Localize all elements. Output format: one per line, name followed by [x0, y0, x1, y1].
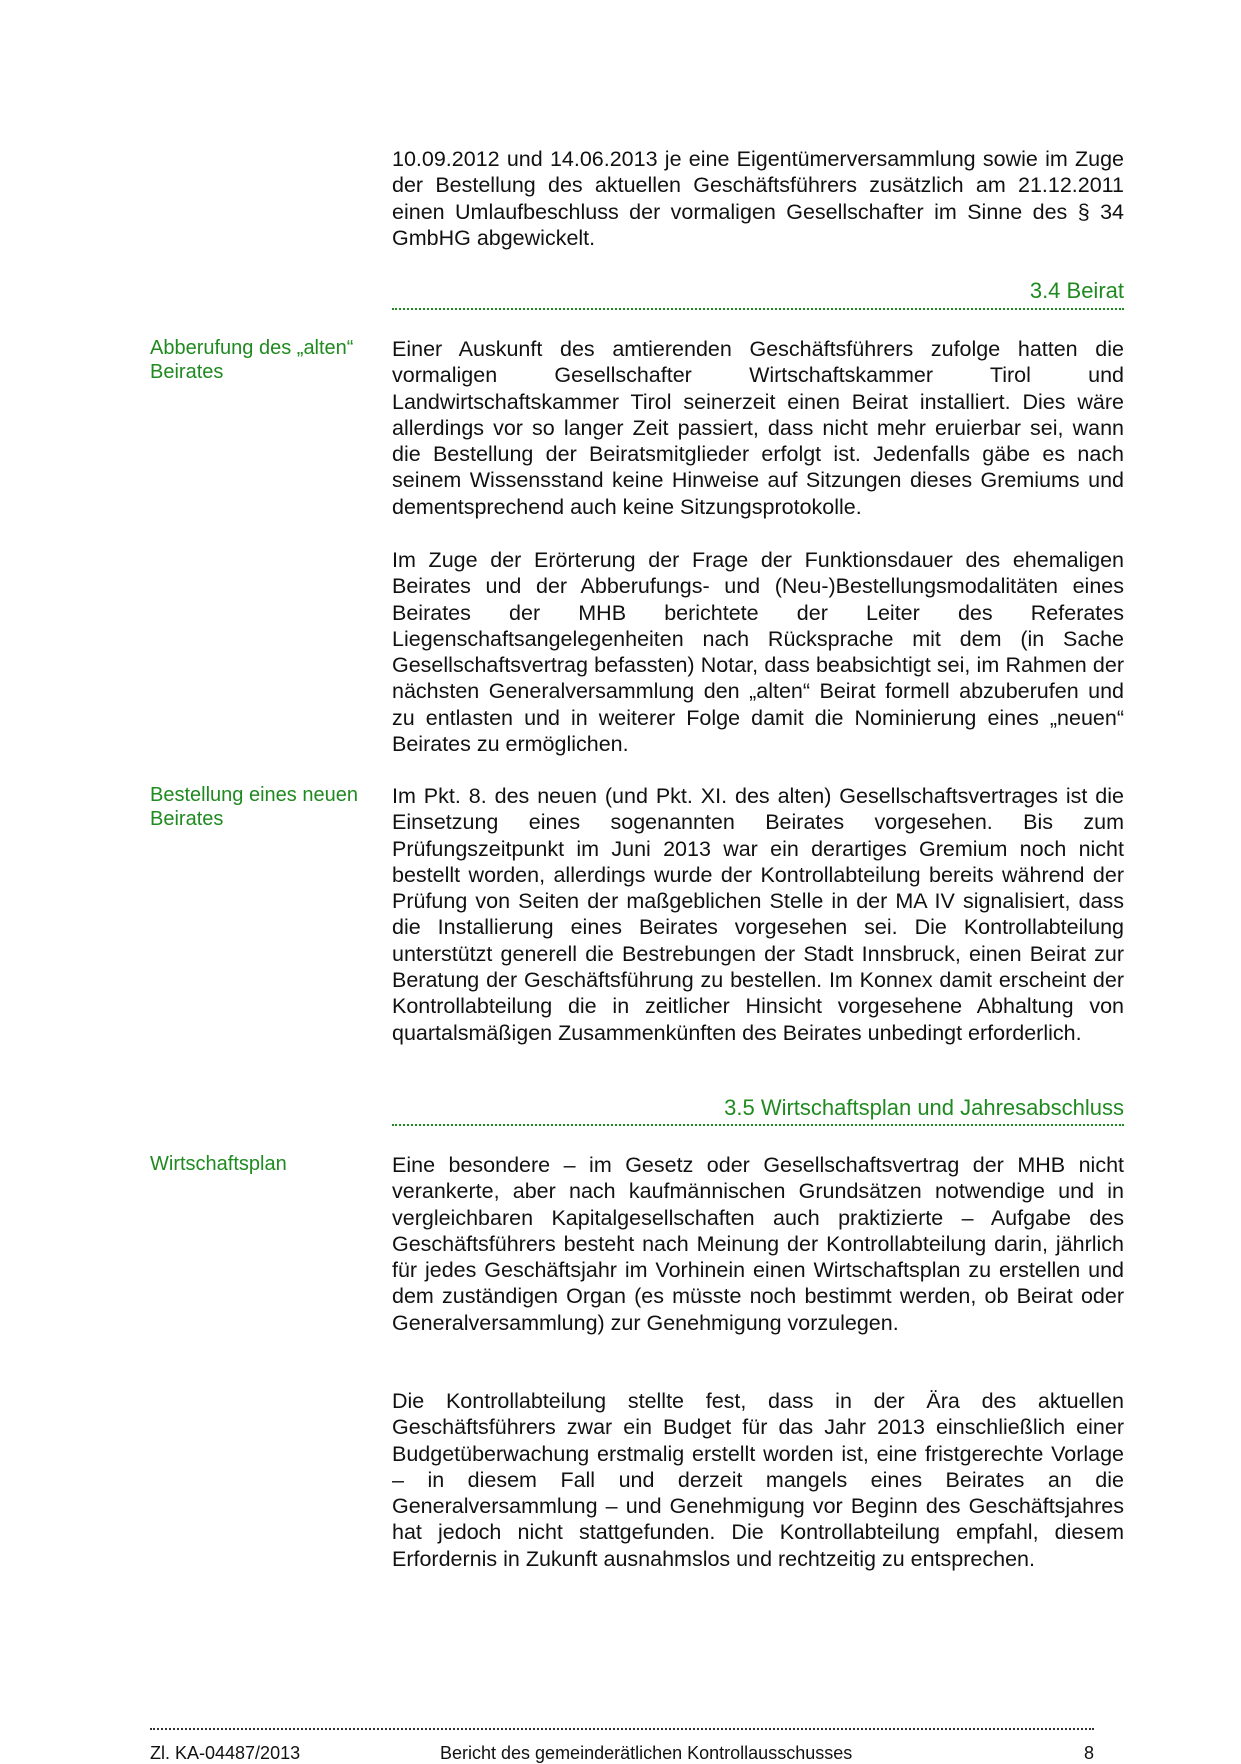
- paragraph-text: Die Kontrollabteilung stellte fest, dass in der Ära des aktuellen Geschäftsführers zwar ein Budget für das Jahr 2013 einschließlich einer Budgetüberwachung erstmalig erstellt worden ist, eine fristgerechte Vorlage – in diesem Fall und derzeit mangels eines Beirates an die Generalversammlung – und Genehmigung vor Beginn des Geschäftsjahres hat jedoch nicht stattgefunden. Die Kontrollabteilung empfahl, diesem Erfordernis in Zukunft ausnahmslos und rechtzeitig zu entsprechen.: [392, 1389, 1124, 1571]
- paragraph-text: Im Zuge der Erörterung der Frage der Funktionsdauer des ehemaligen Beirates und der Abberufungs- und (Neu-)Bestellungsmodalitäten eines Beirates der MHB berichtete der Leiter des Referates Liegenschaftsangelegenheiten nach Rücksprache mit dem (in Sache Gesellschaftsvertrag befassten) Notar, dass beabsichtigt sei, im Rahmen der nächsten Generalversammlung den „alten“ Beirat formell abzuberufen und zu entlasten und in weiterer Folge damit die Nominierung eines „neuen“ Beirates zu ermöglichen.: [392, 548, 1124, 757]
- paragraph-eroerterung: [392, 547, 1124, 757]
- side-note-wirtschaftsplan: Wirtschaftsplan: [150, 1153, 287, 1175]
- paragraph-intro-continued: [392, 146, 1124, 251]
- section-divider: [392, 308, 1124, 310]
- paragraph-aufgabe-geschaeftsfuehrer: [392, 1152, 1124, 1336]
- section-heading-3-4: 3.4 Beirat: [1029, 278, 1124, 303]
- footer-divider: [150, 1728, 1094, 1730]
- paragraph-text: Einer Auskunft des amtierenden Geschäftsführers zufolge hatten die vormaligen Gesellschafter Wirtschaftskammer Tirol und Landwirtschaftskammer Tirol seinerzeit einen Beirat installiert. Dies wäre allerdings vor so langer Zeit passiert, dass nicht mehr eruierbar sei, wann die Bestellung der Beiratsmitglieder erfolgt ist. Jedenfalls gäbe es nach seinem Wissensstand keine Hinweise auf Sitzungen dieses Gremiums und dementsprechend auch keine Sitzungsprotokolle.: [392, 337, 1124, 519]
- paragraph-einsetzung-beirat: [392, 783, 1124, 1046]
- paragraph-auskunft: [392, 336, 1124, 520]
- section-heading-3-5: 3.5 Wirtschaftsplan und Jahresabschluss: [724, 1095, 1124, 1120]
- footer-report-title: Bericht des gemeinderätlichen Kontrollausschusses: [440, 1743, 853, 1763]
- page-number: 8: [1083, 1743, 1094, 1763]
- section-divider: [392, 1124, 1124, 1126]
- paragraph-budget-feststellung: [392, 1388, 1124, 1572]
- side-note-bestellung: Bestellung eines neuen Beirates: [150, 784, 358, 830]
- paragraph-text: Im Pkt. 8. des neuen (und Pkt. XI. des alten) Gesellschaftsvertrages ist die Einsetzung eines sogenannten Beirates vorgesehen. Bis zum Prüfungszeitpunkt im Juni 2013 war ein derartiges Gremium noch nicht bestellt worden, allerdings wurde der Kontrollabteilung bereits während der Prüfung von Seiten der maßgeblichen Stelle in der MA IV signalisiert, dass die Installierung eines Beirates vorgesehen sei. Die Kontrollabteilung unterstützt generell die Bestrebungen der Stadt Innsbruck, einen Beirat zur Beratung der Geschäftsführung zu bestellen. Im Konnex damit erscheint der Kontrollabteilung die in zeitlicher Hinsicht vorgesehene Abhaltung von quartalsmäßigen Zusammenkünften des Beirates unbedingt erforderlich.: [392, 784, 1124, 1045]
- paragraph-text: Eine besondere – im Gesetz oder Gesellschaftsvertrag der MHB nicht verankerte, aber nach kaufmännischen Grundsätzen notwendige und in vergleichbaren Kapitalgesellschaften auch praktizierte – Aufgabe des Geschäftsführers besteht nach Meinung der Kontrollabteilung darin, jährlich für jedes Geschäftsjahr im Vorhinein einen Wirtschaftsplan zu erstellen und dem zuständigen Organ (es müsste noch bestimmt werden, ob Beirat oder Generalversammlung) zur Genehmigung vorzulegen.: [392, 1153, 1124, 1335]
- footer-reference: Zl. KA-04487/2013: [150, 1743, 301, 1763]
- paragraph-text: 10.09.2012 und 14.06.2013 je eine Eigentümerversammlung sowie im Zuge der Bestellung des aktuellen Geschäftsführers zusätzlich am 21.12.2011 einen Umlaufbeschluss der vormaligen Gesellschafter im Sinne des § 34 GmbHG abgewickelt.: [392, 147, 1124, 250]
- side-note-abberufung: Abberufung des „alten“ Beirates: [150, 337, 354, 383]
